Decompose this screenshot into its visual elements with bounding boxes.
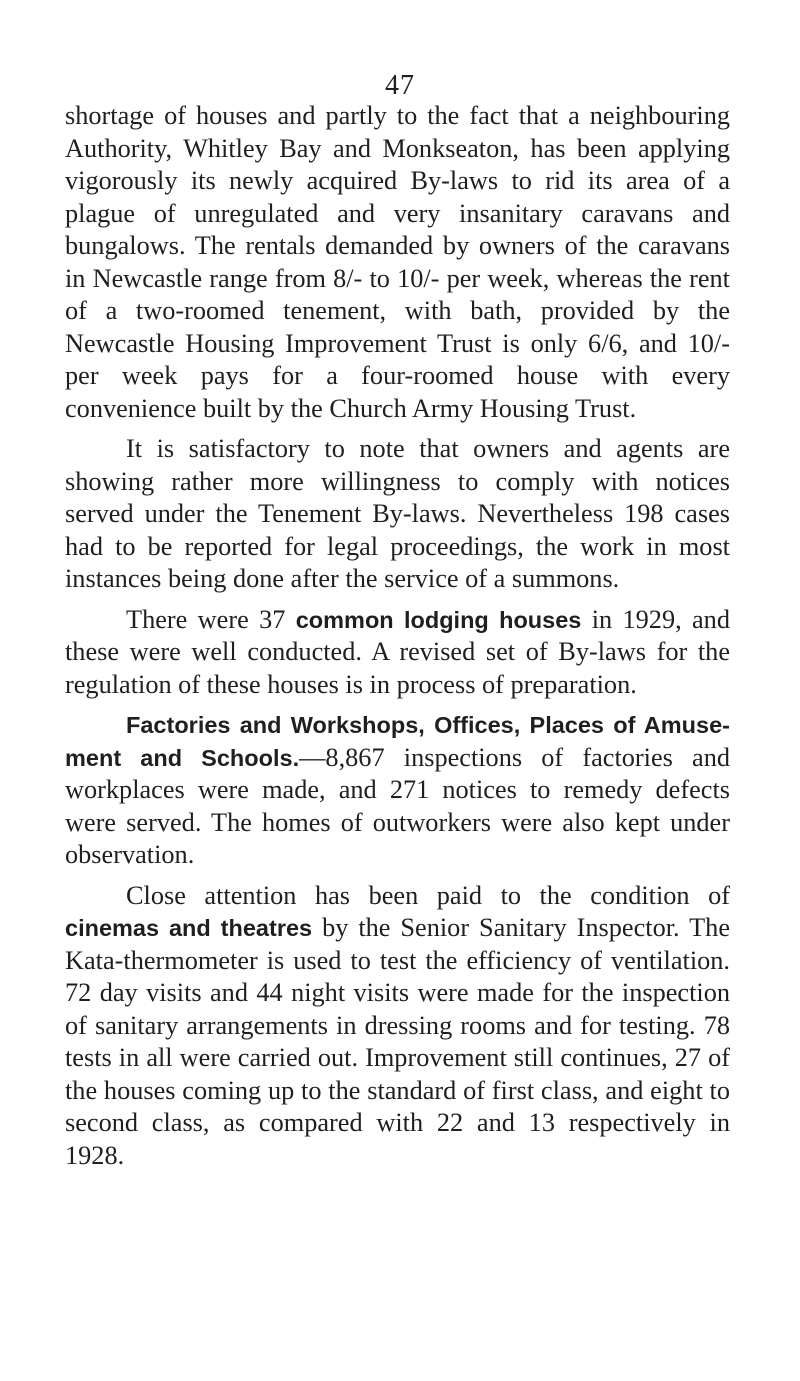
paragraph-lodging-houses xyxy=(65,604,730,702)
page-number: 47 xyxy=(385,70,415,101)
factories-text: —8,867 inspections of factories and workplaces were made, and 271 notices to remedy defects were served. The homes of outworkers were also kept under observation. xyxy=(65,742,731,869)
lodging-text-after: in 1929, and these were well conducted. A revised set of By-laws for the regulation of these houses is in process of preparation. xyxy=(65,604,730,699)
lodging-text-before: There were 37 xyxy=(126,604,296,634)
paragraph-housing-shortage: shortage of houses and partly to the fact that a neighbouring Authority, Whitley Bay and Monkseaton, has been applying vigorously its newly acquired By-laws to rid its area of a plague of unregulated and very insanitary caravans and bungalows. The rentals demanded by owners of the caravans in Newcastle range from 8/- to 10/- per week, whereas the rent of a two-roomed tenement, with bath, provided by the Newcastle Housing Improvement Trust is only 6/6, and 10/- per week pays for a four-roomed house with every convenience built by the Church Army Housing Trust. xyxy=(65,101,730,423)
body-text xyxy=(65,100,730,1172)
paragraph-tenement-bylaws: It is satisfactory to note that owners and agents are showing rather more willingness to comply with notices served under the Tenement By-laws. Nevertheless 198 cases had to be reported for legal proceedings, the work in most instances being done after the service of a summons. xyxy=(65,434,730,593)
cinemas-text-before: Close attention has been paid to the condition of xyxy=(126,880,730,910)
section-heading-factories: Factories and Workshops, Offices, Places of Amusement and Schools. xyxy=(65,712,730,771)
cinemas-theatres-term: cinemas and theatres xyxy=(65,915,313,941)
cinemas-text-after: by the Senior Sanitary Inspector. The Kata-thermometer is used to test the efficiency of ventilation. 72 day visits and 44 night visits were made for the inspection of sanitary arrangements in dressing rooms and for testing. 78 tests in all were carried out. Improvement still continues, 27 of the houses coming up to the standard of first class, and eight to second class, as compared with 22 and 13 respectively in 1928. xyxy=(65,913,730,1170)
lodging-houses-term: common lodging houses xyxy=(295,606,582,633)
paragraph-factories xyxy=(65,709,730,872)
paragraph-cinemas xyxy=(65,880,730,1173)
